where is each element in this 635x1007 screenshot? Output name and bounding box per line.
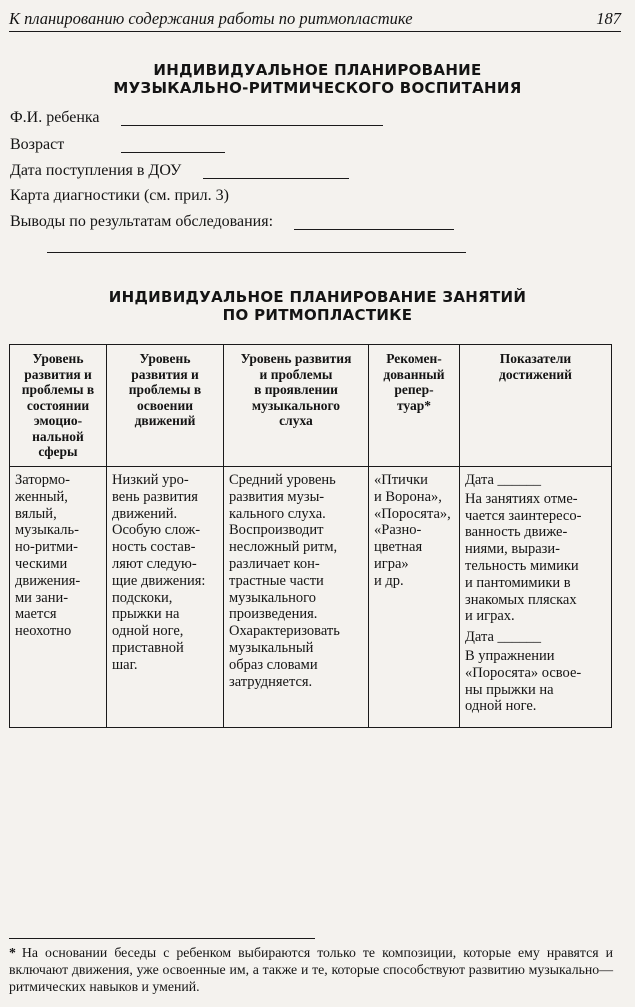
cell-emotional-sphere: Затормо- женный, вялый, музыкаль- но-ритми- ческими движения- ми зани- мается неохотно xyxy=(10,467,107,728)
table-row xyxy=(10,467,612,728)
achievement-date-1: Дата ______ xyxy=(465,472,542,488)
page-number: 187 xyxy=(596,9,621,28)
header-repertoire: Рекомен- дованный репер- туар* xyxy=(369,345,460,467)
footnote-mark: * xyxy=(9,945,16,960)
footnote-divider xyxy=(9,938,315,939)
section1-heading-line1: ИНДИВИДУАЛЬНОЕ ПЛАНИРОВАНИЕ xyxy=(153,61,482,79)
running-head-title: К планированию содержания работы по ритмопластике xyxy=(9,9,413,28)
header-emotional-sphere: Уровень развития и проблемы в состоянии эмоцио- нальной сферы xyxy=(10,345,107,467)
header-musical-hearing: Уровень развития и проблемы в проявлении музыкального слуха xyxy=(224,345,369,467)
cell-achievements xyxy=(460,467,612,728)
field-admission-date: Дата поступления в ДОУ xyxy=(10,162,182,179)
section1-heading-line2: МУЗЫКАЛЬНО-РИТМИЧЕСКОГО ВОСПИТАНИЯ xyxy=(113,79,522,97)
achievement-text-2: В упражнении «Поросята» освое- ны прыжки на одной ноге. xyxy=(465,647,582,715)
field-diagnostics-card: Карта диагностики (см. прил. 3) xyxy=(10,187,229,204)
child-name-line xyxy=(121,125,383,126)
section2-heading-line2: ПО РИТМОПЛАСТИКЕ xyxy=(222,306,413,324)
footnote xyxy=(9,944,613,995)
cell-musical-hearing: Средний уровень развития музы- кального слуха. Воспроизводит несложный ритм, различает кон- трастные части музыкального произведения. Охарактеризовать музыкальный образ словами затрудняется. xyxy=(224,467,369,728)
admission-date-line xyxy=(203,178,349,179)
field-age: Возраст xyxy=(10,136,65,153)
footnote-text: На основании беседы с ребенком выбираются только те композиции, которые ему нравятся и включают движения, уже освоенные им, а также и те, которые способствуют развитию музыкально—ритмических навыков и умений. xyxy=(9,945,613,994)
section2-heading-line1: ИНДИВИДУАЛЬНОЕ ПЛАНИРОВАНИЕ ЗАНЯТИЙ xyxy=(108,288,527,306)
cell-movements: Низкий уро- вень развития движений. Особую слож- ность состав- ляют следую- щие движения: подскоки, прыжки на одной ноге, приставной шаг. xyxy=(107,467,224,728)
running-head xyxy=(9,9,621,32)
achievement-date-2: Дата ______ xyxy=(465,629,542,646)
conclusions-line-2 xyxy=(47,252,466,253)
field-conclusions: Выводы по результатам обследования: xyxy=(10,213,274,230)
table-header-row xyxy=(10,345,612,467)
age-line xyxy=(121,152,225,153)
planning-table xyxy=(9,344,612,728)
cell-repertoire: «Птички и Ворона», «Поросята», «Разно- цветная игра» и др. xyxy=(369,467,460,728)
header-movements: Уровень развития и проблемы в освоении движений xyxy=(107,345,224,467)
conclusions-line xyxy=(294,229,454,230)
field-child-name: Ф.И. ребенка xyxy=(10,109,100,126)
header-achievements: Показатели достижений xyxy=(460,345,612,467)
achievement-text-1: На занятиях отме- чается заинтересо- ванность движе- ниями, вырази- тельность мимики и пантомимики в знакомых плясках и играх. xyxy=(465,490,582,625)
